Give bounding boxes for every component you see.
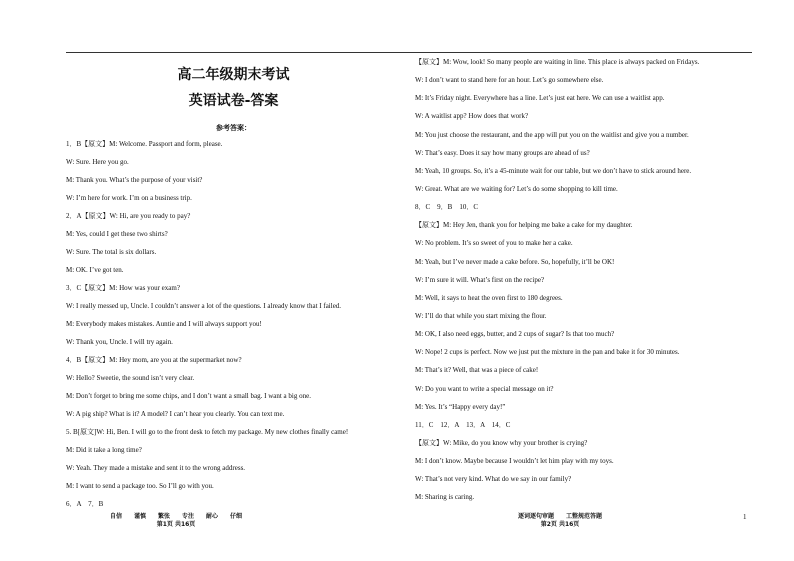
transcript-line: M: That’s it? Well, that was a piece of cake! xyxy=(415,366,539,375)
transcript-line: M: OK. I’ve got ten. xyxy=(66,266,124,274)
transcript-line: M: Yeah, 10 groups. So, it’s a 45-minute wait for our table, but we don’t have to stick around here. xyxy=(415,166,692,175)
transcript-line: 6．A 7．B xyxy=(66,500,104,508)
transcript-line: 【原文】M: Wow, look! So many people are waiting in line. This place is always packed on Fridays. xyxy=(415,58,700,66)
transcript-line: W: Sure. Here you go. xyxy=(66,158,129,166)
transcript-line: M: Sharing is caring. xyxy=(415,493,475,502)
right-footer-motto: 逐词逐句审题 工整规范答题 xyxy=(517,513,602,520)
transcript-line: 11．C 12．A 13．A 14．C xyxy=(415,420,511,429)
transcript-line: 8．C 9．B 10．C xyxy=(415,203,479,212)
transcript-line: 【原文】W: Mike, do you know why your brother is crying? xyxy=(415,438,588,447)
transcript-line: W: No problem. It’s so sweet of you to make her a cake. xyxy=(415,239,573,248)
transcript-line: W: Great. What are we waiting for? Let’s do some shopping to kill time. xyxy=(415,184,618,193)
transcript-line: W: A waitlist app? How does that work? xyxy=(415,112,529,121)
left-page-number: 第1页 共16页 xyxy=(156,521,196,528)
transcript-line: W: Nope! 2 cups is perfect. Now we just put the mixture in the pan and bake it for 30 minutes. xyxy=(415,348,680,357)
transcript-line: W: I don’t want to stand here for an hour. Let’s go somewhere else. xyxy=(415,76,604,85)
transcript-line: M: It’s Friday night. Everywhere has a line. Let’s just eat here. We can use a waitlist app. xyxy=(415,94,665,103)
transcript-line: 【原文】M: Hey Jen, thank you for helping me bake a cake for my daughter. xyxy=(415,221,633,230)
page-title: 高二年级期末考试 xyxy=(177,67,290,83)
right-page-number: 第2页 共16页 xyxy=(540,521,580,528)
transcript-line: W: Thank you, Uncle. I will try again. xyxy=(66,338,173,346)
transcript-line: W: I’m here for work. I’m on a business trip. xyxy=(66,194,192,202)
top-rule xyxy=(66,52,752,53)
transcript-line: W: I’ll do that while you start mixing the flour. xyxy=(415,311,547,320)
transcript-line: 5. B[原文]W: Hi, Ben. I will go to the front desk to fetch my package. My new clothes finally came! xyxy=(66,428,349,436)
transcript-line: M: You just choose the restaurant, and the app will put you on the waitlist and give you a number. xyxy=(415,130,689,139)
right-column xyxy=(415,58,755,512)
transcript-line: M: Well, it says to heat the oven first to 180 degrees. xyxy=(415,293,563,302)
page-subtitle: 英语试卷-答案 xyxy=(188,93,279,109)
corner-page-number: 1 xyxy=(743,513,747,521)
transcript-line: M: Yes. It’s “Happy every day!” xyxy=(415,402,506,411)
transcript-line: M: I want to send a package too. So I’ll go with you. xyxy=(66,482,214,490)
transcript-line: M: Yes, could I get these two shirts? xyxy=(66,230,168,238)
transcript-line: W: That’s not very kind. What do we say in our family? xyxy=(415,475,572,484)
transcript-line: M: OK, I also need eggs, butter, and 2 cups of sugar? Is that too much? xyxy=(415,330,615,339)
transcript-line: W: Sure. The total is six dollars. xyxy=(66,248,157,256)
transcript-line: W: I’m sure it will. What’s first on the recipe? xyxy=(415,275,545,284)
transcript-line: W: I really messed up, Uncle. I couldn’t answer a lot of the questions. I already know that I failed. xyxy=(66,302,342,310)
left-footer-motto: 自信 谨慎 繁张 专注 耐心 仔细 xyxy=(109,513,242,520)
transcript-line: W: Do you want to write a special message on it? xyxy=(415,384,554,393)
transcript-line: 2．A【原文】W: Hi, are you ready to pay? xyxy=(66,212,191,220)
transcript-line: M: Everybody makes mistakes. Auntie and I will always support you! xyxy=(66,320,262,328)
transcript-line: 3．C【原文】M: How was your exam? xyxy=(66,284,180,292)
transcript-line: W: Yeah. They made a mistake and sent it to the wrong address. xyxy=(66,464,246,472)
transcript-line: W: That’s easy. Does it say how many groups are ahead of us? xyxy=(415,148,590,157)
transcript-line: M: I don’t know. Maybe because I wouldn’t let him play with my toys. xyxy=(415,457,614,466)
transcript-line: M: Thank you. What’s the purpose of your visit? xyxy=(66,176,203,184)
reference-answer-label: 参考答案： xyxy=(216,124,251,132)
transcript-line: M: Yeah, but I’ve never made a cake before. So, hopefully, it’ll be OK! xyxy=(415,257,615,266)
transcript-line: W: A pig ship? What is it? A model? I can’t hear you clearly. You can text me. xyxy=(66,410,285,418)
right-footer xyxy=(460,513,660,529)
transcript-line: 4．B【原文】M: Hey mom, are you at the supermarket now? xyxy=(66,356,242,364)
transcript-line: 1．B【原文】M: Welcome. Passport and form, please. xyxy=(66,140,223,148)
left-column xyxy=(66,140,401,518)
transcript-line: M: Don’t forget to bring me some chips, and I don’t want a small bag. I want a big one. xyxy=(66,392,311,400)
left-footer xyxy=(66,513,286,529)
transcript-line: M: Did it take a long time? xyxy=(66,446,142,454)
transcript-line: W: Hello? Sweetie, the sound isn’t very clear. xyxy=(66,374,195,382)
